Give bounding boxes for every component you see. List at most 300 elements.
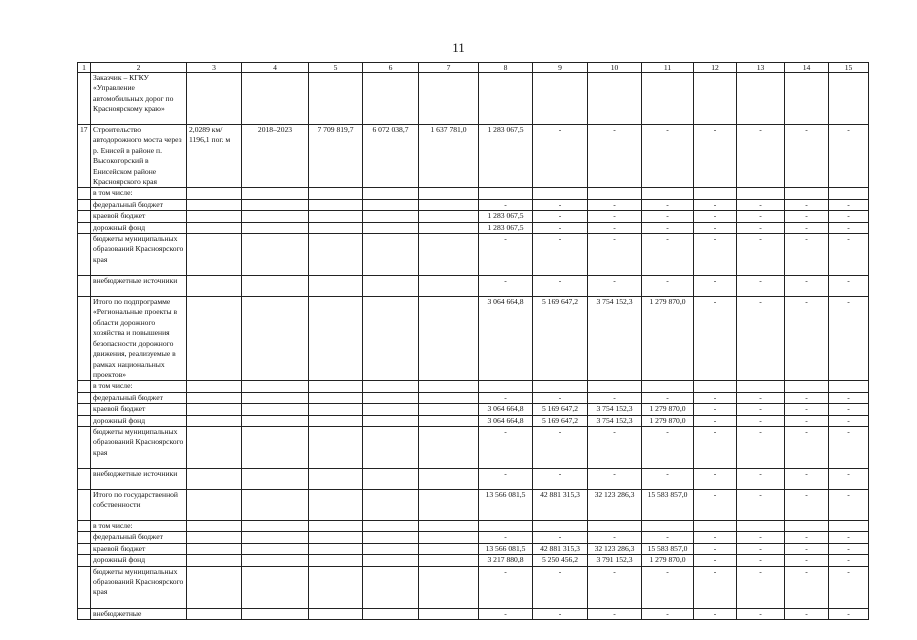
table-cell: - (694, 222, 737, 233)
row-label-cell: бюджеты муниципальных образований Красноярского края (91, 426, 187, 468)
table-cell: - (785, 297, 829, 381)
table-cell (78, 222, 91, 233)
row-label-cell: дорожный фонд (91, 555, 187, 566)
table-row (78, 532, 869, 543)
table-row (78, 222, 869, 233)
column-number: 14 (785, 63, 829, 73)
table-cell (78, 543, 91, 554)
table-cell: - (785, 276, 829, 297)
table-cell (363, 415, 419, 426)
table-cell: - (588, 566, 642, 608)
table-cell: - (829, 211, 869, 222)
table-cell (242, 543, 309, 554)
table-row (78, 404, 869, 415)
table-cell: - (642, 532, 694, 543)
table-cell (78, 276, 91, 297)
table-cell (642, 520, 694, 531)
table-cell (309, 381, 363, 392)
table-cell: - (642, 276, 694, 297)
row-label-cell: федеральный бюджет (91, 532, 187, 543)
table-cell (309, 234, 363, 276)
table-cell: - (642, 426, 694, 468)
table-row (78, 468, 869, 489)
table-cell: - (588, 392, 642, 403)
table-cell (78, 566, 91, 608)
table-cell: - (737, 608, 785, 619)
table-cell (242, 404, 309, 415)
table-cell (187, 404, 242, 415)
table-cell (588, 188, 642, 199)
table-row (78, 608, 869, 619)
table-cell: - (785, 404, 829, 415)
table-cell (363, 532, 419, 543)
table-cell (309, 392, 363, 403)
table-cell: - (479, 392, 533, 403)
table-cell: 3 754 152,3 (588, 404, 642, 415)
table-cell (187, 297, 242, 381)
table-cell: - (694, 211, 737, 222)
table-cell: - (533, 392, 588, 403)
table-cell: - (785, 222, 829, 233)
table-cell: - (694, 125, 737, 188)
table-cell: - (829, 566, 869, 608)
table-cell (309, 608, 363, 619)
table-cell: - (785, 234, 829, 276)
column-number: 4 (242, 63, 309, 73)
table-cell (363, 543, 419, 554)
table-cell: - (785, 489, 829, 520)
column-number: 7 (419, 63, 479, 73)
table-cell (533, 381, 588, 392)
table-cell (419, 234, 479, 276)
table-row (78, 392, 869, 403)
table-cell: - (737, 404, 785, 415)
table-cell (187, 468, 242, 489)
table-cell (588, 73, 642, 125)
table-cell: - (642, 199, 694, 210)
table-cell: - (829, 543, 869, 554)
table-cell: 3 064 664,8 (479, 297, 533, 381)
table-cell: - (737, 222, 785, 233)
table-row (78, 276, 869, 297)
table-cell: - (737, 125, 785, 188)
table-cell (419, 199, 479, 210)
table-cell: - (533, 468, 588, 489)
table-cell: - (737, 392, 785, 403)
table-cell: - (829, 489, 869, 520)
table-cell (242, 73, 309, 125)
row-label-cell: в том числе: (91, 188, 187, 199)
table-cell (78, 73, 91, 125)
table-cell (78, 211, 91, 222)
table-cell (694, 188, 737, 199)
table-cell: - (533, 426, 588, 468)
column-number: 3 (187, 63, 242, 73)
table-cell (363, 392, 419, 403)
table-row (78, 520, 869, 531)
table-cell (242, 566, 309, 608)
row-label-cell: дорожный фонд (91, 222, 187, 233)
table-cell: 42 881 315,3 (533, 543, 588, 554)
table-row (78, 211, 869, 222)
table-cell (187, 489, 242, 520)
table-cell: - (694, 199, 737, 210)
table-cell: - (533, 199, 588, 210)
table-cell: - (785, 392, 829, 403)
table-cell: 2,0289 км/ 1196,1 пог. м (187, 125, 242, 188)
table-cell (309, 489, 363, 520)
table-cell: - (642, 222, 694, 233)
table-cell (78, 188, 91, 199)
table-row (78, 415, 869, 426)
table-cell (737, 381, 785, 392)
table-cell: 5 169 647,2 (533, 404, 588, 415)
table-cell (242, 415, 309, 426)
table-cell (187, 543, 242, 554)
table-cell: - (737, 468, 785, 489)
table-cell: - (533, 532, 588, 543)
table-cell (242, 188, 309, 199)
table-cell: - (533, 211, 588, 222)
table-cell (694, 520, 737, 531)
table-cell (78, 468, 91, 489)
table-cell: 1 279 870,0 (642, 404, 694, 415)
table-cell: - (829, 555, 869, 566)
column-number: 6 (363, 63, 419, 73)
table-cell: - (694, 234, 737, 276)
table-row (78, 381, 869, 392)
table-cell (78, 415, 91, 426)
table-cell: - (694, 392, 737, 403)
table-cell (309, 555, 363, 566)
table-cell (829, 73, 869, 125)
table-cell (419, 188, 479, 199)
table-cell: - (785, 211, 829, 222)
table-cell (309, 73, 363, 125)
table-cell: - (588, 276, 642, 297)
table-cell: - (785, 468, 829, 489)
table-cell (785, 520, 829, 531)
table-cell (419, 489, 479, 520)
table-cell: - (479, 532, 533, 543)
table-cell (419, 381, 479, 392)
table-cell (737, 188, 785, 199)
table-cell (187, 566, 242, 608)
column-number: 13 (737, 63, 785, 73)
table-cell: - (737, 543, 785, 554)
table-cell: - (694, 276, 737, 297)
row-label-cell: бюджеты муниципальных образований Красноярского края (91, 566, 187, 608)
table-cell: - (829, 608, 869, 619)
table-cell (737, 520, 785, 531)
table-cell: - (479, 276, 533, 297)
table-cell: 3 754 152,3 (588, 415, 642, 426)
table-cell: - (737, 199, 785, 210)
table-cell (419, 520, 479, 531)
table-cell: - (829, 276, 869, 297)
table-cell (242, 532, 309, 543)
table-cell (187, 276, 242, 297)
table-row (78, 188, 869, 199)
table-row (78, 566, 869, 608)
table-cell (309, 276, 363, 297)
column-number: 10 (588, 63, 642, 73)
table-cell (78, 392, 91, 403)
table-cell (363, 468, 419, 489)
table-cell: - (829, 199, 869, 210)
table-cell (309, 426, 363, 468)
table-cell: - (737, 234, 785, 276)
table-cell: - (785, 415, 829, 426)
table-cell: 3 217 880,8 (479, 555, 533, 566)
table-row (78, 297, 869, 381)
table-cell: 1 283 067,5 (479, 125, 533, 188)
table-cell (187, 520, 242, 531)
table-cell (363, 73, 419, 125)
table-row (78, 489, 869, 520)
table-cell: - (694, 608, 737, 619)
table-cell (187, 381, 242, 392)
table-cell (363, 404, 419, 415)
table-cell (187, 608, 242, 619)
table-cell (419, 222, 479, 233)
table-cell (187, 234, 242, 276)
table-cell (363, 489, 419, 520)
table-cell (829, 520, 869, 531)
table-cell: - (785, 125, 829, 188)
table-cell (309, 404, 363, 415)
table-cell: - (829, 392, 869, 403)
table-cell (78, 532, 91, 543)
table-cell (363, 520, 419, 531)
column-number-row (78, 63, 869, 73)
table-cell: - (588, 426, 642, 468)
table-cell (309, 468, 363, 489)
table-cell: - (694, 532, 737, 543)
table-cell (309, 415, 363, 426)
table-cell: - (785, 532, 829, 543)
table-cell (242, 297, 309, 381)
table-cell (242, 468, 309, 489)
table-cell: - (642, 125, 694, 188)
row-label-cell: Итого по государственной собственности (91, 489, 187, 520)
table-cell: 5 250 456,2 (533, 555, 588, 566)
table-cell: 13 566 081,5 (479, 489, 533, 520)
table-cell: - (737, 426, 785, 468)
table-cell (242, 234, 309, 276)
table-cell: 15 583 857,0 (642, 489, 694, 520)
table-cell (242, 276, 309, 297)
table-cell: - (694, 566, 737, 608)
table-cell: - (829, 125, 869, 188)
row-label-cell: в том числе: (91, 520, 187, 531)
table-cell: 7 709 819,7 (309, 125, 363, 188)
table-cell: - (785, 566, 829, 608)
column-number: 2 (91, 63, 187, 73)
table-cell: - (829, 297, 869, 381)
table-cell: - (533, 125, 588, 188)
table-cell: - (829, 222, 869, 233)
table-cell (187, 211, 242, 222)
table-cell: 3 791 152,3 (588, 555, 642, 566)
row-label-cell: бюджеты муниципальных образований Красноярского края (91, 234, 187, 276)
table-cell: - (588, 532, 642, 543)
table-cell: - (694, 543, 737, 554)
table-cell (363, 211, 419, 222)
table-cell: 1 283 067,5 (479, 222, 533, 233)
table-cell: 1 279 870,0 (642, 555, 694, 566)
table-cell (78, 520, 91, 531)
table-cell (187, 415, 242, 426)
table-cell (419, 532, 479, 543)
table-cell: - (829, 415, 869, 426)
table-cell: 13 566 081,5 (479, 543, 533, 554)
table-cell: - (737, 566, 785, 608)
table-cell: - (642, 211, 694, 222)
table-cell: - (829, 404, 869, 415)
table-cell (829, 381, 869, 392)
table-cell (479, 188, 533, 199)
table-cell: - (694, 404, 737, 415)
table-cell: 17 (78, 125, 91, 188)
table-cell: - (588, 468, 642, 489)
table-cell: - (694, 555, 737, 566)
table-cell: - (588, 211, 642, 222)
table-cell: 5 169 647,2 (533, 415, 588, 426)
budget-table (77, 62, 869, 620)
table-cell (242, 520, 309, 531)
row-label-cell: внебюджетные (91, 608, 187, 619)
table-cell: - (533, 234, 588, 276)
table-cell: - (737, 415, 785, 426)
table-cell (829, 188, 869, 199)
table-cell (363, 426, 419, 468)
table-cell: - (588, 222, 642, 233)
table-cell: - (785, 608, 829, 619)
table-cell (363, 234, 419, 276)
table-cell: 3 754 152,3 (588, 297, 642, 381)
table-cell (419, 276, 479, 297)
table-cell (694, 73, 737, 125)
table-cell: 5 169 647,2 (533, 297, 588, 381)
table-cell (309, 199, 363, 210)
table-cell: - (829, 532, 869, 543)
table-row (78, 125, 869, 188)
table-cell: - (588, 608, 642, 619)
table-cell (785, 188, 829, 199)
column-number: 11 (642, 63, 694, 73)
table-row (78, 555, 869, 566)
table-cell (419, 404, 479, 415)
table-cell: 3 064 664,8 (479, 415, 533, 426)
table-cell (694, 381, 737, 392)
row-label-cell: внебюджетные источники (91, 276, 187, 297)
table-cell (187, 188, 242, 199)
table-cell (242, 211, 309, 222)
row-label-cell: Строительство автодорожного моста через р. Енисей в районе п. Высокогорский в Енисейском районе Красноярского края (91, 125, 187, 188)
table-cell: 32 123 286,3 (588, 489, 642, 520)
table-cell (363, 381, 419, 392)
table-cell (363, 222, 419, 233)
table-cell: 42 881 315,3 (533, 489, 588, 520)
table-cell (242, 222, 309, 233)
table-cell: - (737, 489, 785, 520)
table-cell (533, 520, 588, 531)
column-number: 12 (694, 63, 737, 73)
table-cell: - (479, 608, 533, 619)
table-cell (78, 489, 91, 520)
table-cell (363, 297, 419, 381)
table-cell: - (479, 566, 533, 608)
table-cell (309, 532, 363, 543)
table-cell (78, 608, 91, 619)
table-cell: 2018–2023 (242, 125, 309, 188)
table-cell: - (737, 555, 785, 566)
table-cell: - (737, 297, 785, 381)
table-cell (419, 211, 479, 222)
table-cell (363, 608, 419, 619)
table-cell (363, 276, 419, 297)
table-cell: - (642, 392, 694, 403)
table-cell (419, 608, 479, 619)
table-cell: - (785, 199, 829, 210)
column-number: 5 (309, 63, 363, 73)
table-cell: 1 279 870,0 (642, 297, 694, 381)
table-cell (78, 426, 91, 468)
table-cell: - (694, 489, 737, 520)
table-cell: - (737, 532, 785, 543)
table-cell (242, 392, 309, 403)
table-cell (309, 222, 363, 233)
table-cell (242, 555, 309, 566)
table-cell: - (642, 468, 694, 489)
table-cell (479, 381, 533, 392)
table-cell: - (785, 426, 829, 468)
table-cell (78, 381, 91, 392)
table-cell (242, 199, 309, 210)
column-number: 15 (829, 63, 869, 73)
row-label-cell: краевой бюджет (91, 404, 187, 415)
table-cell (419, 566, 479, 608)
table-cell (242, 426, 309, 468)
table-cell (78, 297, 91, 381)
table-cell: - (694, 415, 737, 426)
table-cell: - (588, 234, 642, 276)
table-cell (309, 297, 363, 381)
row-label-cell: внебюджетные источники (91, 468, 187, 489)
table-cell (533, 188, 588, 199)
table-cell (479, 73, 533, 125)
table-cell (419, 415, 479, 426)
table-cell (78, 234, 91, 276)
table-cell (187, 222, 242, 233)
column-number: 9 (533, 63, 588, 73)
row-label-cell: дорожный фонд (91, 415, 187, 426)
table-cell (363, 555, 419, 566)
table-cell: 1 637 781,0 (419, 125, 479, 188)
table-cell (642, 381, 694, 392)
table-cell: - (785, 543, 829, 554)
row-label-cell: краевой бюджет (91, 543, 187, 554)
column-number: 1 (78, 63, 91, 73)
table-cell: - (642, 234, 694, 276)
table-cell (309, 520, 363, 531)
table-cell (785, 381, 829, 392)
table-cell (419, 297, 479, 381)
table-cell: - (829, 426, 869, 468)
table-cell (419, 392, 479, 403)
table-cell: - (737, 276, 785, 297)
